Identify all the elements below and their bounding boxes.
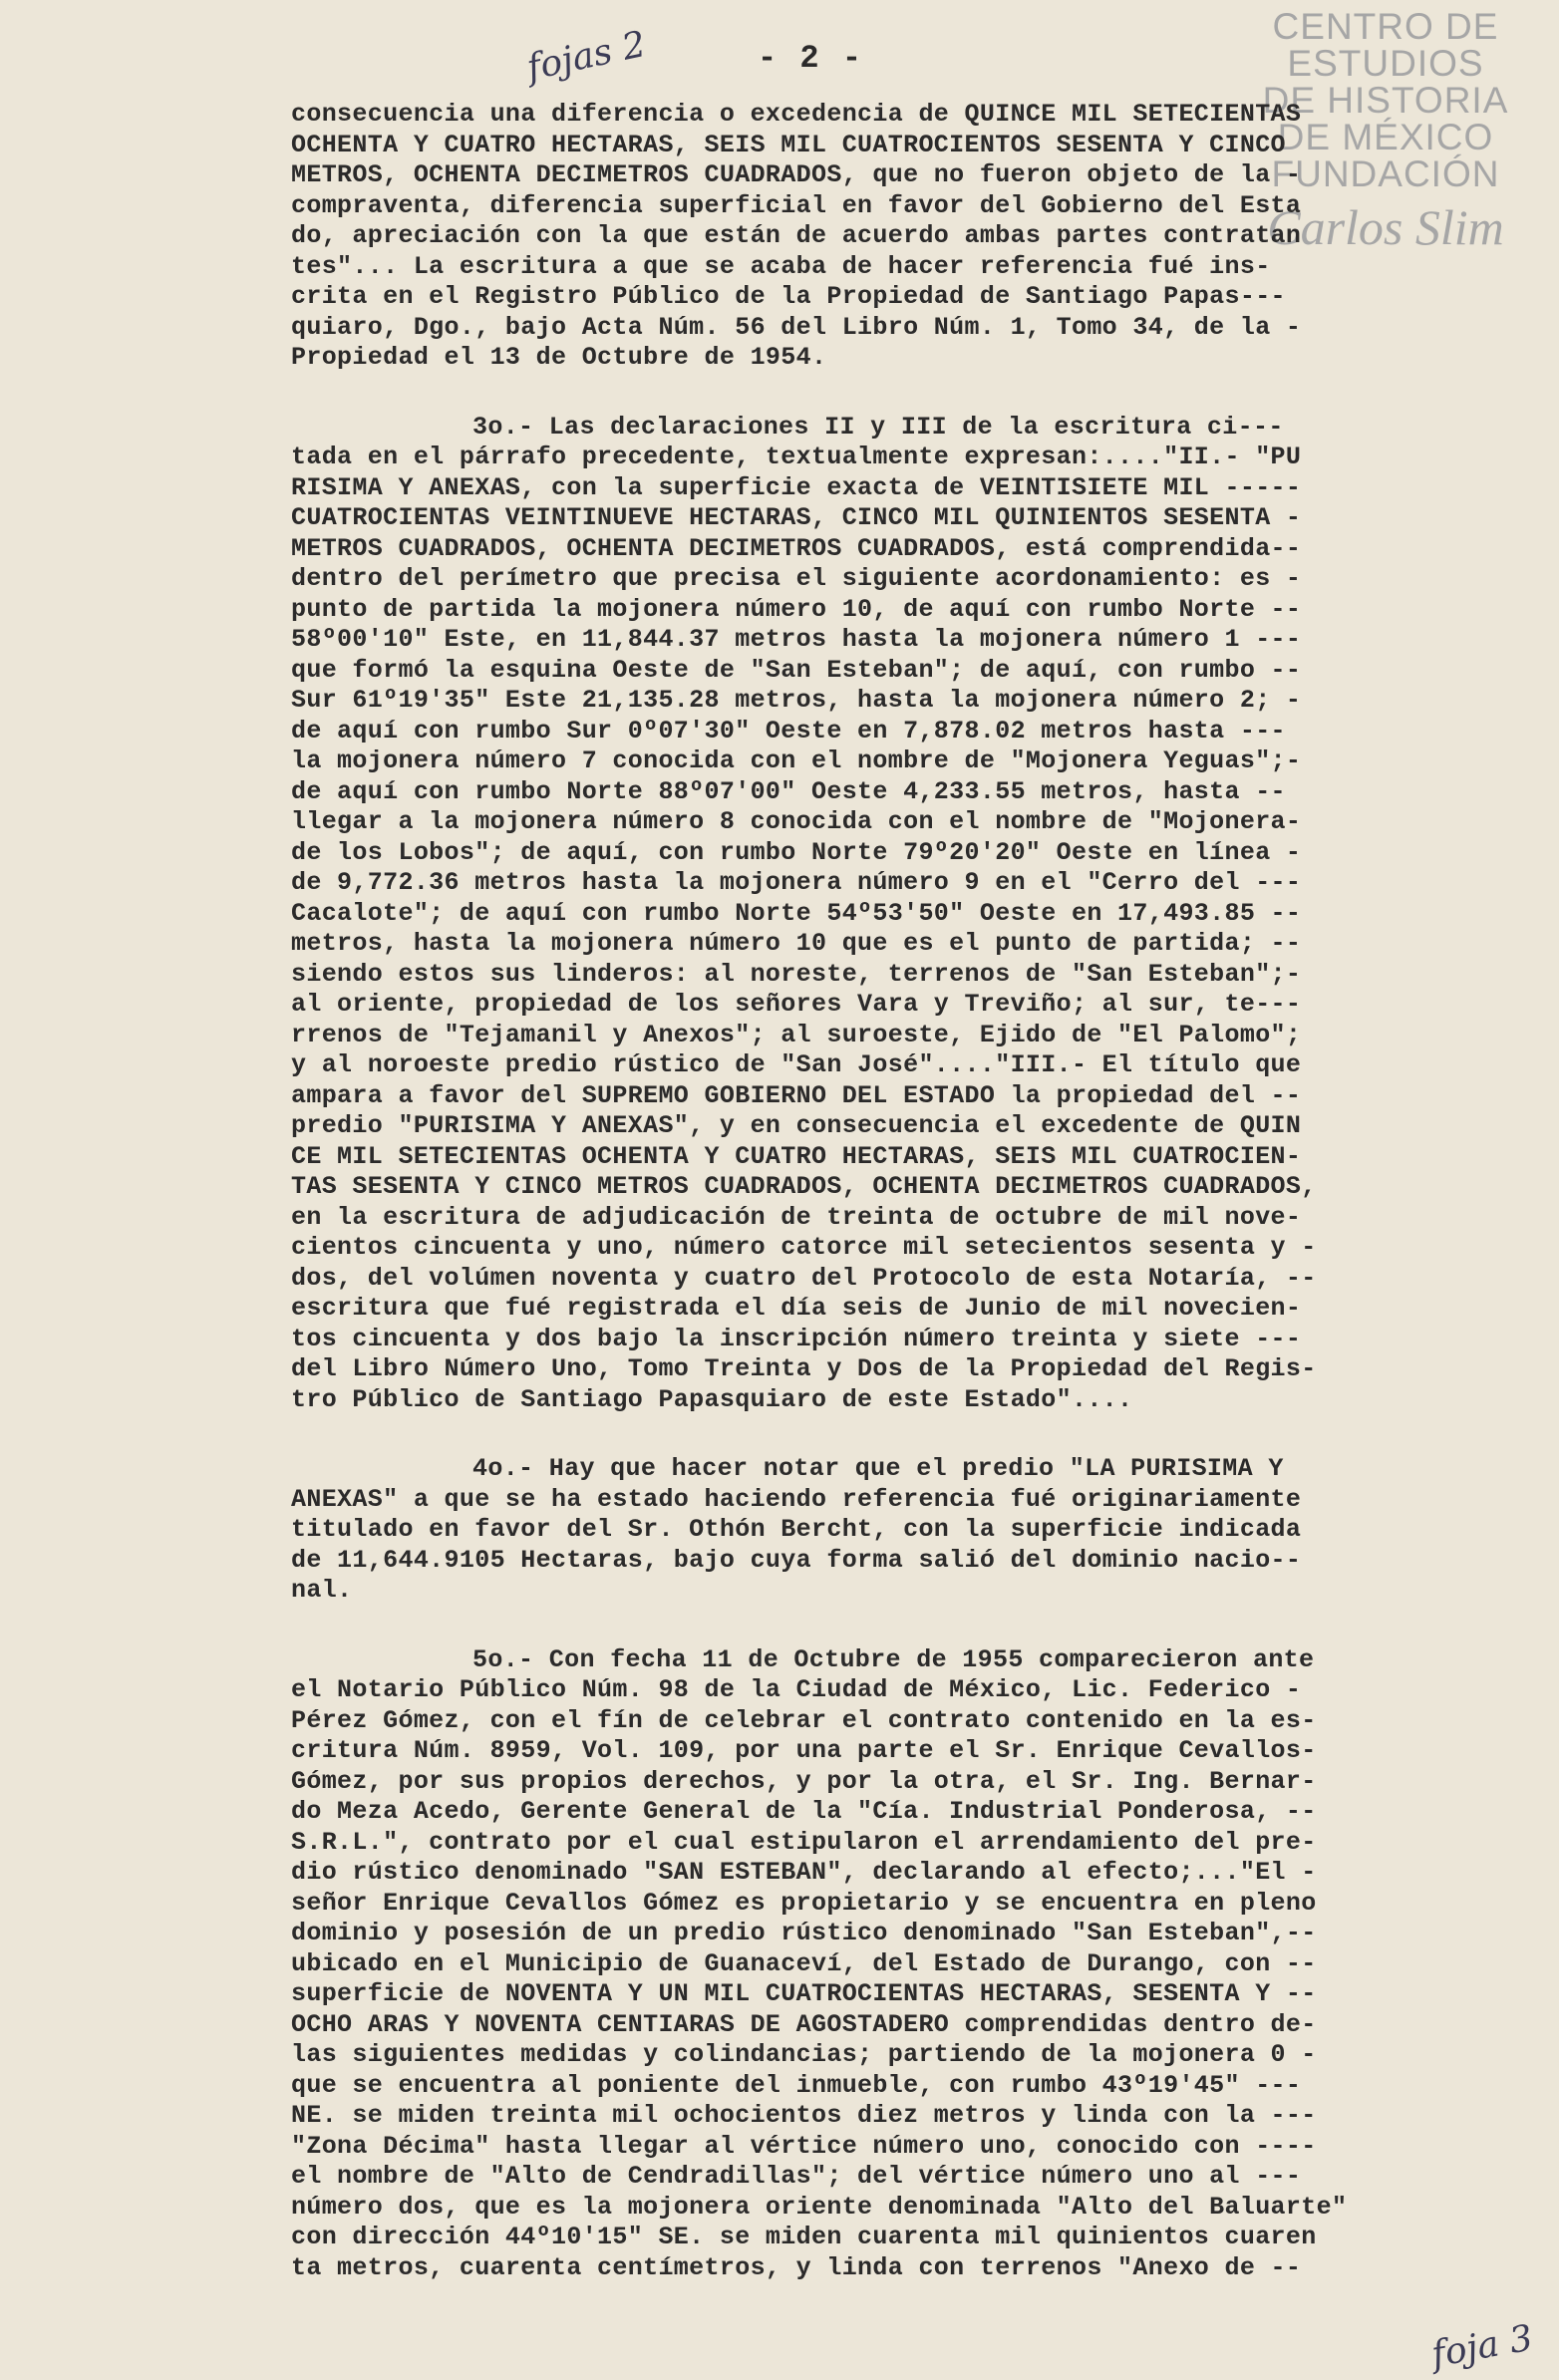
text-line: del Libro Número Uno, Tomo Treinta y Dos de la Propiedad del Regis- (291, 1354, 1317, 1383)
text-line: de aquí con rumbo Sur 0º07'30" Oeste en 7,878.02 metros hasta --- (291, 716, 1286, 745)
watermark-line: ESTUDIOS (1287, 43, 1484, 84)
watermark-line: DE MÉXICO (1277, 117, 1494, 157)
text-line: que formó la esquina Oeste de "San Esteban"; de aquí, con rumbo -- (291, 655, 1302, 685)
text-line: ta metros, cuarenta centímetros, y linda con terrenos "Anexo de -- (291, 2252, 1302, 2282)
text-line: de los Lobos"; de aquí, con rumbo Norte 79º20'20" Oeste en línea - (291, 837, 1302, 867)
handwritten-folio-top: fojas 2 (523, 23, 650, 90)
text-line: do Meza Acedo, Gerente General de la "Cía. Industrial Ponderosa, -- (291, 1797, 1317, 1826)
text-line: al oriente, propiedad de los señores Vara y Treviño; al sur, te--- (291, 990, 1302, 1019)
text-line: tos cincuenta y dos bajo la inscripción número treinta y siete --- (291, 1324, 1302, 1353)
text-line: Sur 61º19'35" Este 21,135.28 metros, hasta la mojonera número 2; - (291, 686, 1302, 715)
text-line: de aquí con rumbo Norte 88º07'00" Oeste 4,233.55 metros, hasta -- (291, 776, 1286, 806)
text-line: ampara a favor del SUPREMO GOBIERNO DEL ESTADO la propiedad del -- (291, 1080, 1302, 1110)
text-line: de 11,644.9105 Hectaras, bajo cuya forma salió del dominio nacio-- (291, 1545, 1302, 1575)
text-line: ubicado en el Municipio de Guanaceví, del Estado de Durango, con -- (291, 1948, 1317, 1978)
text-line: S.R.L.", contrato por el cual estipularon el arrendamiento del pre- (291, 1827, 1317, 1857)
text-line: compraventa, diferencia superficial en favor del Gobierno del Esta (291, 190, 1302, 220)
text-line: Gómez, por sus propios derechos, y por la otra, el Sr. Ing. Bernar- (291, 1766, 1317, 1796)
text-line: con dirección 44º10'15" SE. se miden cuarenta mil quinientos cuaren (291, 2223, 1317, 2251)
text-line: quiaro, Dgo., bajo Acta Núm. 56 del Libro Núm. 1, Tomo 34, de la - (291, 312, 1302, 342)
text-line: siendo estos sus linderos: al noreste, terrenos de "San Esteban";- (291, 959, 1302, 989)
text-line: NE. se miden treinta mil ochocientos diez metros y linda con la --- (291, 2101, 1317, 2130)
text-line: cientos cincuenta y uno, número catorce mil setecientos sesenta y - (291, 1233, 1317, 1262)
text-line: RISIMA Y ANEXAS, con la superficie exacta de VEINTISIETE MIL ----- (291, 472, 1302, 502)
text-line: dentro del perímetro que precisa el siguiente acordonamiento: es - (291, 564, 1302, 593)
text-line: consecuencia una diferencia o excedencia de QUINCE MIL SETECIENTAS (291, 100, 1302, 129)
text-line: el nombre de "Alto de Cendradillas"; del vértice número uno al --- (291, 2162, 1302, 2191)
text-line: dio rústico denominado "SAN ESTEBAN", declarando al efecto;..."El - (291, 1858, 1317, 1887)
text-line: 58º00'10" Este, en 11,844.37 metros hasta la mojonera número 1 --- (291, 625, 1302, 654)
text-line: titulado en favor del Sr. Othón Bercht, con la superficie indicada (291, 1515, 1302, 1544)
text-line: dos, del volúmen noventa y cuatro del Protocolo de esta Notaría, -- (291, 1263, 1317, 1293)
text-line: el Notario Público Núm. 98 de la Ciudad de México, Lic. Federico - (291, 1675, 1302, 1704)
text-line: dominio y posesión de un predio rústico denominado "San Esteban",-- (291, 1919, 1317, 1947)
text-line: llegar a la mojonera número 8 conocida con el nombre de "Mojonera- (291, 807, 1302, 836)
text-line: crita en el Registro Público de la Propiedad de Santiago Papas--- (291, 282, 1286, 311)
text-line: critura Núm. 8959, Vol. 109, por una parte el Sr. Enrique Cevallos- (291, 1736, 1317, 1765)
text-line: metros, hasta la mojonera número 10 que es el punto de partida; -- (291, 929, 1302, 958)
handwritten-folio-bottom: foja 3 (1428, 2317, 1536, 2376)
text-line: tes"... La escritura a que se acaba de hacer referencia fué ins- (291, 251, 1271, 281)
watermark-line: DE HISTORIA (1262, 80, 1509, 121)
document-body (291, 100, 1507, 2322)
paragraph-4 (291, 1645, 1507, 2284)
text-line: número dos, que es la mojonera oriente denominada "Alto del Baluarte" (291, 2192, 1348, 2222)
text-line: "Zona Décima" hasta llegar al vértice número uno, conocido con ---- (291, 2131, 1317, 2161)
text-line: CE MIL SETECIENTAS OCHENTA Y CUATRO HECTARAS, SEIS MIL CUATROCIEN- (291, 1141, 1302, 1171)
text-line: señor Enrique Cevallos Gómez es propietario y se encuentra en pleno (291, 1888, 1317, 1918)
watermark-line: FUNDACIÓN (1271, 153, 1500, 194)
text-line: y al noroeste predio rústico de "San José"...."III.- El título que (291, 1050, 1302, 1079)
text-line: predio "PURISIMA Y ANEXAS", y en consecuencia el excedente de QUIN (291, 1111, 1302, 1140)
text-line: punto de partida la mojonera número 10, de aquí con rumbo Norte -- (291, 594, 1302, 624)
text-line: Pérez Gómez, con el fín de celebrar el contrato contenido en la es- (291, 1705, 1317, 1735)
text-line: que se encuentra al poniente del inmueble, con rumbo 43º19'45" --- (291, 2070, 1302, 2100)
watermark-line: CENTRO DE (1272, 6, 1499, 47)
paragraph-2 (291, 413, 1507, 1416)
text-line: do, apreciación con la que están de acuerdo ambas partes contratan (291, 221, 1302, 250)
text-line: Cacalote"; de aquí con rumbo Norte 54º53'50" Oeste en 17,493.85 -- (291, 898, 1302, 928)
text-line: las siguientes medidas y colindancias; partiendo de la mojonera 0 - (291, 2040, 1317, 2069)
text-line: Propiedad el 13 de Octubre de 1954. (291, 343, 827, 372)
text-line: OCHENTA Y CUATRO HECTARAS, SEIS MIL CUATROCIENTOS SESENTA Y CINCO (291, 130, 1286, 159)
text-line: ANEXAS" a que se ha estado haciendo referencia fué originariamente (291, 1484, 1302, 1514)
text-line: 4o.- Hay que hacer notar que el predio "LA PURISIMA Y (472, 1454, 1284, 1483)
text-line: en la escritura de adjudicación de treinta de octubre de mil nove- (291, 1202, 1302, 1232)
text-line: TAS SESENTA Y CINCO METROS CUADRADOS, OCHENTA DECIMETROS CUADRADOS, (291, 1172, 1317, 1201)
text-line: rrenos de "Tejamanil y Anexos"; al suroeste, Ejido de "El Palomo"; (291, 1020, 1302, 1049)
text-line: superficie de NOVENTA Y UN MIL CUATROCIENTAS HECTARAS, SESENTA Y -- (291, 1979, 1317, 2008)
text-line: 5o.- Con fecha 11 de Octubre de 1955 comparecieron ante (472, 1644, 1315, 1674)
text-line: 3o.- Las declaraciones II y III de la escritura ci--- (472, 412, 1284, 442)
text-line: tro Público de Santiago Papasquiaro de este Estado".... (291, 1384, 1133, 1414)
text-line: tada en el párrafo precedente, textualmente expresan:...."II.- "PU (291, 443, 1302, 471)
page-number: - 2 - (758, 40, 864, 77)
text-line: CUATROCIENTAS VEINTINUEVE HECTARAS, CINCO MIL QUINIENTOS SESENTA - (291, 503, 1302, 532)
watermark-signature: Carlos Slim (1267, 199, 1504, 255)
text-line: METROS CUADRADOS, OCHENTA DECIMETROS CUADRADOS, está comprendida-- (291, 533, 1302, 563)
text-line: escritura que fué registrada el día seis de Junio de mil novecien- (291, 1294, 1302, 1323)
text-line: OCHO ARAS Y NOVENTA CENTIARAS DE AGOSTADERO comprendidas dentro de- (291, 2009, 1317, 2039)
text-line: de 9,772.36 metros hasta la mojonera número 9 en el "Cerro del --- (291, 868, 1302, 897)
paragraph-3 (291, 1454, 1507, 1607)
text-line: nal. (291, 1576, 353, 1605)
paragraph-1 (291, 100, 1507, 374)
text-line: la mojonera número 7 conocida con el nombre de "Mojonera Yeguas";- (291, 746, 1302, 775)
text-line: METROS, OCHENTA DECIMETROS CUADRADOS, que no fueron objeto de la - (291, 160, 1302, 189)
